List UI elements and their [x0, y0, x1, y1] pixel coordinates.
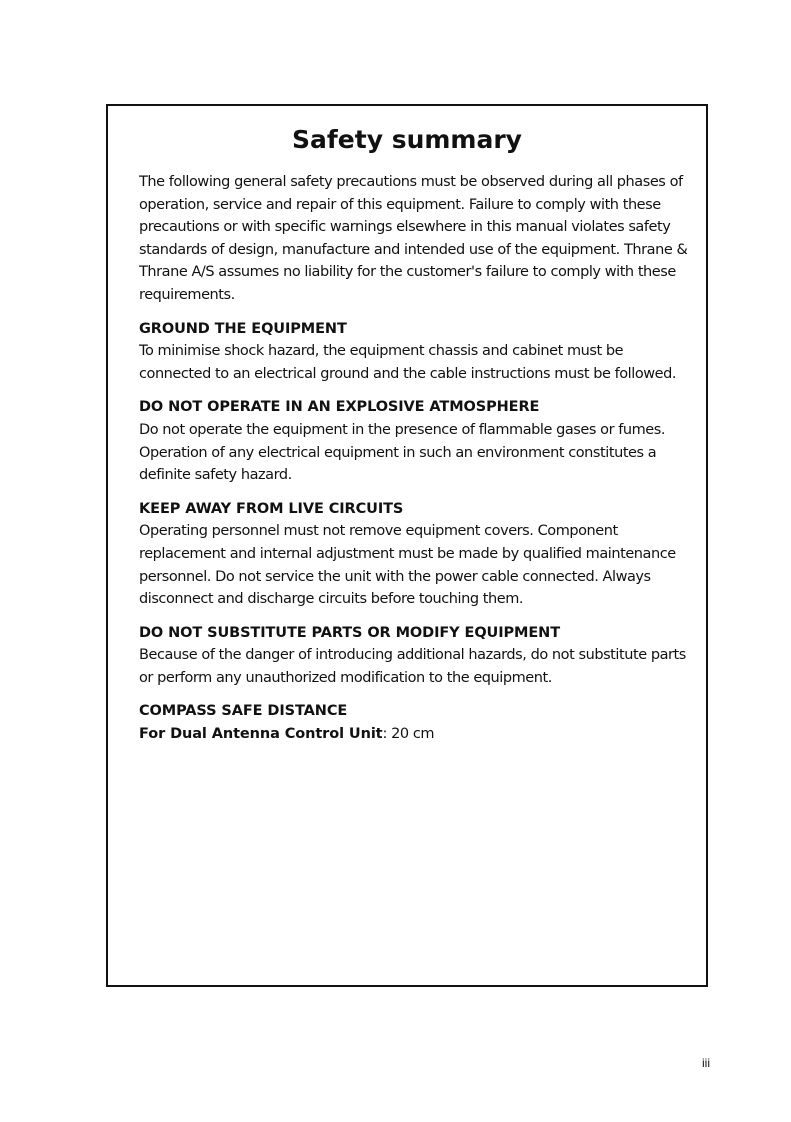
section-body: Operating personnel must not remove equipment covers. Component replacement and internal adjustment must be made by qualified maintenance personnel. Do not service the unit with the power cable connected. Always disconnect and discharge circuits before touching them.	[139, 523, 676, 608]
section-heading: KEEP AWAY FROM LIVE CIRCUITS	[139, 500, 404, 517]
section-explosive-atmosphere	[139, 396, 699, 486]
safety-content	[139, 171, 699, 746]
page-title: Safety summary	[292, 125, 522, 154]
section-ground-equipment	[139, 318, 699, 386]
section-heading: DO NOT SUBSTITUTE PARTS OR MODIFY EQUIPMENT	[139, 624, 561, 641]
compass-distance-value: : 20 cm	[382, 726, 435, 743]
section-heading: GROUND THE EQUIPMENT	[139, 320, 347, 337]
section-body: Because of the danger of introducing additional hazards, do not substitute parts or perform any unauthorized modification to the equipment.	[139, 647, 686, 686]
section-substitute-parts	[139, 622, 699, 690]
safety-summary-box	[106, 104, 708, 987]
section-heading: DO NOT OPERATE IN AN EXPLOSIVE ATMOSPHERE	[139, 399, 540, 416]
page-number: iii	[702, 1056, 710, 1070]
section-body: Do not operate the equipment in the presence of flammable gases or fumes. Operation of any electrical equipment in such an environment constitutes a definite safety hazard.	[139, 421, 666, 484]
section-body: To minimise shock hazard, the equipment chassis and cabinet must be connected to an electrical ground and the cable instructions must be followed.	[139, 343, 677, 382]
section-live-circuits	[139, 498, 699, 611]
intro-paragraph: The following general safety precautions must be observed during all phases of operation, service and repair of this equipment. Failure to comply with these precautions or with specific warnings elsewhere in this manual violates safety standards of design, manufacture and intended use of the equipment. Thrane & Thrane A/S assumes no liability for the customer's failure to comply with these requirements.	[139, 174, 688, 303]
compass-distance-line	[139, 723, 699, 746]
section-heading: COMPASS SAFE DISTANCE	[139, 703, 348, 720]
section-compass-safe-distance	[139, 700, 699, 745]
compass-unit-label: For Dual Antenna Control Unit	[139, 726, 383, 743]
